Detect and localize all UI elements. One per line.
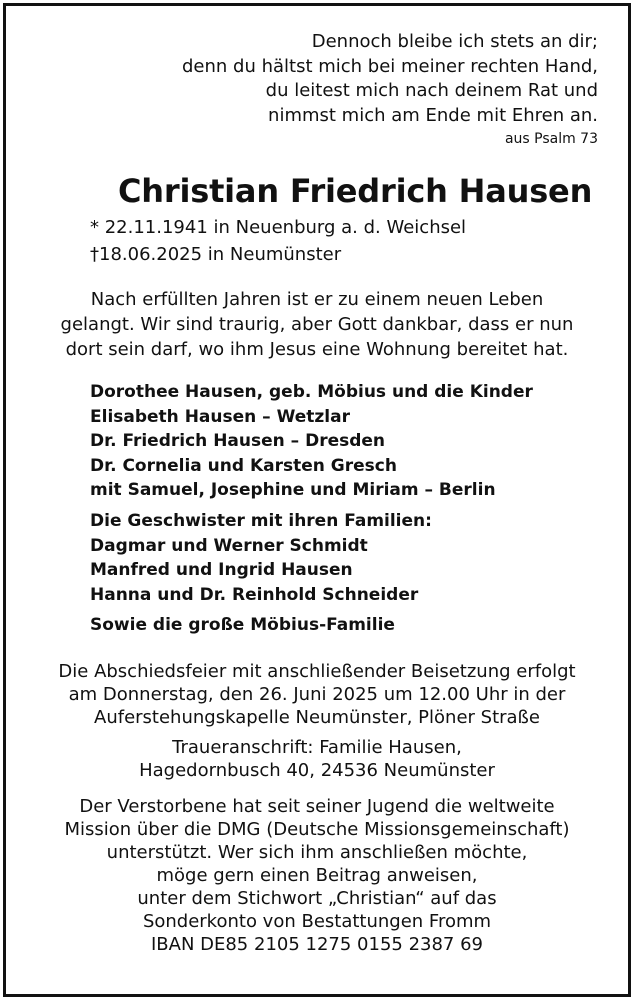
mourner-line: Manfred und Ingrid Hausen xyxy=(90,560,353,580)
donation-line: möge gern einen Beitrag anweisen, xyxy=(156,865,478,886)
mourner-line: Dagmar und Werner Schmidt xyxy=(90,535,368,556)
mourner-line: Dorothee Hausen, geb. Möbius und die Kinder xyxy=(90,382,533,402)
donation-info xyxy=(0,795,634,956)
intro-text xyxy=(0,287,634,362)
verse-line: Dennoch bleibe ich stets an dir; xyxy=(311,31,598,52)
ceremony-line: Die Abschiedsfeier mit anschließender Beisetzung erfolgt xyxy=(58,661,576,682)
bible-verse xyxy=(182,30,598,150)
address-line: Traueranschrift: Familie Hausen, xyxy=(172,737,462,758)
iban-line: IBAN DE85 2105 1275 0155 2387 69 xyxy=(150,934,484,955)
verse-line: nimmst mich am Ende mit Ehren an. xyxy=(268,104,598,126)
mourner-line: Die Geschwister mit ihren Familien: xyxy=(90,511,432,531)
ceremony-line: am Donnerstag, den 26. Juni 2025 um 12.00 Uhr in der xyxy=(68,684,566,705)
donation-line: Der Verstorbene hat seit seiner Jugend die weltweite xyxy=(79,796,555,817)
mourners-siblings xyxy=(90,509,432,607)
mourner-line: Dr. Cornelia und Karsten Gresch xyxy=(90,455,397,476)
mourner-line: Dr. Friedrich Hausen – Dresden xyxy=(90,431,386,451)
ceremony-info xyxy=(0,660,634,729)
mourner-line: Elisabeth Hausen – Wetzlar xyxy=(90,406,350,427)
address-line: Hagedornbusch 40, 24536 Neumünster xyxy=(139,760,495,781)
intro-line: gelangt. Wir sind traurig, aber Gott dankbar, dass er nun xyxy=(60,314,574,335)
verse-line: du leitest mich nach deinem Rat und xyxy=(265,80,598,101)
death-date: †18.06.2025 in Neumünster xyxy=(90,244,342,265)
verse-source: aus Psalm 73 xyxy=(504,131,598,147)
mourners-extended xyxy=(90,613,395,638)
intro-line: dort sein darf, wo ihm Jesus eine Wohnung bereitet hat. xyxy=(65,339,569,360)
ceremony-line: Auferstehungskapelle Neumünster, Plöner Straße xyxy=(94,707,540,728)
mourners-family xyxy=(90,380,533,503)
donation-line: unter dem Stichwort „Christian“ auf das xyxy=(137,888,497,909)
life-dates xyxy=(90,214,466,268)
verse-line: denn du hältst mich bei meiner rechten Hand, xyxy=(181,55,598,77)
donation-line: unterstützt. Wer sich ihm anschließen möchte, xyxy=(106,842,528,863)
donation-line: Sonderkonto von Bestattungen Fromm xyxy=(142,911,492,932)
mourner-line: mit Samuel, Josephine und Miriam – Berlin xyxy=(90,480,496,500)
deceased-name: Christian Friedrich Hausen xyxy=(118,172,593,210)
intro-line: Nach erfüllten Jahren ist er zu einem neuen Leben xyxy=(90,289,544,310)
condolence-address xyxy=(0,736,634,782)
mourner-line: Hanna und Dr. Reinhold Schneider xyxy=(90,584,419,605)
donation-line: Mission über die DMG (Deutsche Missionsgemeinschaft) xyxy=(64,819,570,840)
mourner-line: Sowie die große Möbius-Familie xyxy=(90,615,395,635)
birth-date: * 22.11.1941 in Neuenburg a. d. Weichsel xyxy=(90,217,467,238)
